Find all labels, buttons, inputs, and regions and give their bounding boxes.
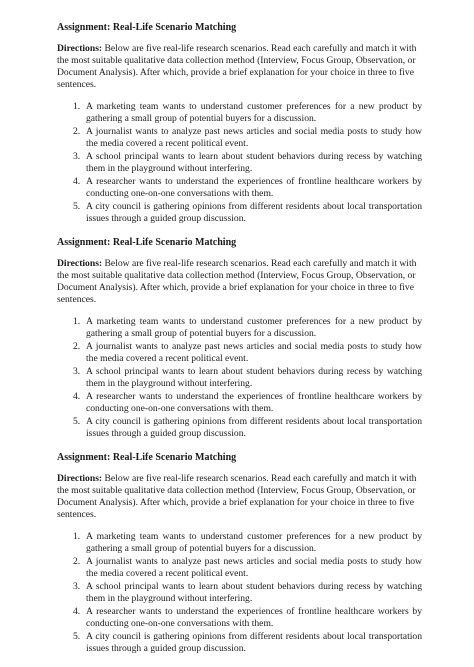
scenario-number: 3. <box>73 581 81 592</box>
scenario-item <box>57 316 422 339</box>
scenario-item <box>57 606 422 629</box>
scenario-text: A school principal wants to learn about student behaviors during recess by watching them in the playground without interfering. <box>86 581 422 604</box>
assignment-block <box>57 237 422 439</box>
scenario-text: A city council is gathering opinions from different residents about local transportation issues through a guided group discussion. <box>86 416 422 439</box>
scenario-text: A marketing team wants to understand customer preferences for a new product by gathering a small group of potential buyers for a discussion. <box>86 316 422 339</box>
directions-methods: (Interview, Focus Group, Observation, or Document Analysis) <box>57 270 416 293</box>
scenario-number: 1. <box>73 101 81 112</box>
directions-methods: (Interview, Focus Group, Observation, or Document Analysis) <box>57 485 416 508</box>
directions-paragraph <box>57 258 422 306</box>
directions-label: Directions: <box>57 43 103 54</box>
scenario-text: A journalist wants to analyze past news articles and social media posts to study how the media covered a recent political event. <box>86 341 422 364</box>
scenario-item <box>57 391 422 414</box>
scenario-item <box>57 416 422 439</box>
scenario-item <box>57 366 422 389</box>
scenario-item <box>57 581 422 604</box>
directions-label: Directions: <box>57 473 103 484</box>
scenario-text: A marketing team wants to understand customer preferences for a new product by gathering a small group of potential buyers for a discussion. <box>86 101 422 124</box>
scenario-text: A journalist wants to analyze past news articles and social media posts to study how the media covered a recent political event. <box>86 556 422 579</box>
directions-paragraph <box>57 43 422 91</box>
scenario-number: 2. <box>73 126 81 137</box>
directions-text: Below are five real-life research scenarios. Read each carefully and match it with the most suitable qualitative data collection method <box>57 43 417 66</box>
scenario-text: A marketing team wants to understand customer preferences for a new product by gathering a small group of potential buyers for a discussion. <box>86 531 422 554</box>
scenario-number: 5. <box>73 201 81 212</box>
scenario-text: A researcher wants to understand the experiences of frontline healthcare workers by conducting one-on-one conversations with them. <box>86 606 422 629</box>
scenario-number: 2. <box>73 341 81 352</box>
scenario-number: 4. <box>73 176 81 187</box>
directions-text: Below are five real-life research scenarios. Read each carefully and match it with the most suitable qualitative data collection method <box>57 473 417 496</box>
scenario-item <box>57 201 422 224</box>
scenario-text: A journalist wants to analyze past news articles and social media posts to study how the media covered a recent political event. <box>86 126 422 149</box>
assignment-title: Assignment: Real-Life Scenario Matching <box>57 452 237 463</box>
assignment-block <box>57 452 422 654</box>
scenario-list <box>57 531 422 654</box>
assignment-block <box>57 22 422 224</box>
scenario-text: A researcher wants to understand the experiences of frontline healthcare workers by conducting one-on-one conversations with them. <box>86 391 422 414</box>
scenario-item <box>57 531 422 554</box>
document-page <box>57 22 422 667</box>
scenario-item <box>57 176 422 199</box>
assignment-title: Assignment: Real-Life Scenario Matching <box>57 237 237 248</box>
directions-paragraph <box>57 473 422 521</box>
scenario-list <box>57 316 422 439</box>
scenario-item <box>57 151 422 174</box>
scenario-item <box>57 341 422 364</box>
assignment-title: Assignment: Real-Life Scenario Matching <box>57 22 237 33</box>
scenario-text: A city council is gathering opinions from different residents about local transportation issues through a guided group discussion. <box>86 201 422 224</box>
directions-text-end: . After which, provide a brief explanation for your choice in three to five sentences. <box>57 282 414 305</box>
scenario-number: 4. <box>73 606 81 617</box>
scenario-number: 2. <box>73 556 81 567</box>
scenario-text: A researcher wants to understand the experiences of frontline healthcare workers by conducting one-on-one conversations with them. <box>86 176 422 199</box>
scenario-text: A school principal wants to learn about student behaviors during recess by watching them in the playground without interfering. <box>86 366 422 389</box>
scenario-number: 1. <box>73 531 81 542</box>
scenario-text: A school principal wants to learn about student behaviors during recess by watching them in the playground without interfering. <box>86 151 422 174</box>
scenario-number: 4. <box>73 391 81 402</box>
scenario-number: 1. <box>73 316 81 327</box>
directions-label: Directions: <box>57 258 103 269</box>
directions-methods: (Interview, Focus Group, Observation, or Document Analysis) <box>57 55 416 78</box>
scenario-number: 5. <box>73 631 81 642</box>
scenario-number: 3. <box>73 151 81 162</box>
scenario-list <box>57 101 422 224</box>
directions-text-end: . After which, provide a brief explanation for your choice in three to five sentences. <box>57 497 414 520</box>
directions-text-end: . After which, provide a brief explanation for your choice in three to five sentences. <box>57 67 414 90</box>
scenario-item <box>57 126 422 149</box>
scenario-number: 3. <box>73 366 81 377</box>
scenario-number: 5. <box>73 416 81 427</box>
scenario-item <box>57 101 422 124</box>
scenario-item <box>57 631 422 654</box>
scenario-text: A city council is gathering opinions from different residents about local transportation issues through a guided group discussion. <box>86 631 422 654</box>
scenario-item <box>57 556 422 579</box>
directions-text: Below are five real-life research scenarios. Read each carefully and match it with the most suitable qualitative data collection method <box>57 258 417 281</box>
